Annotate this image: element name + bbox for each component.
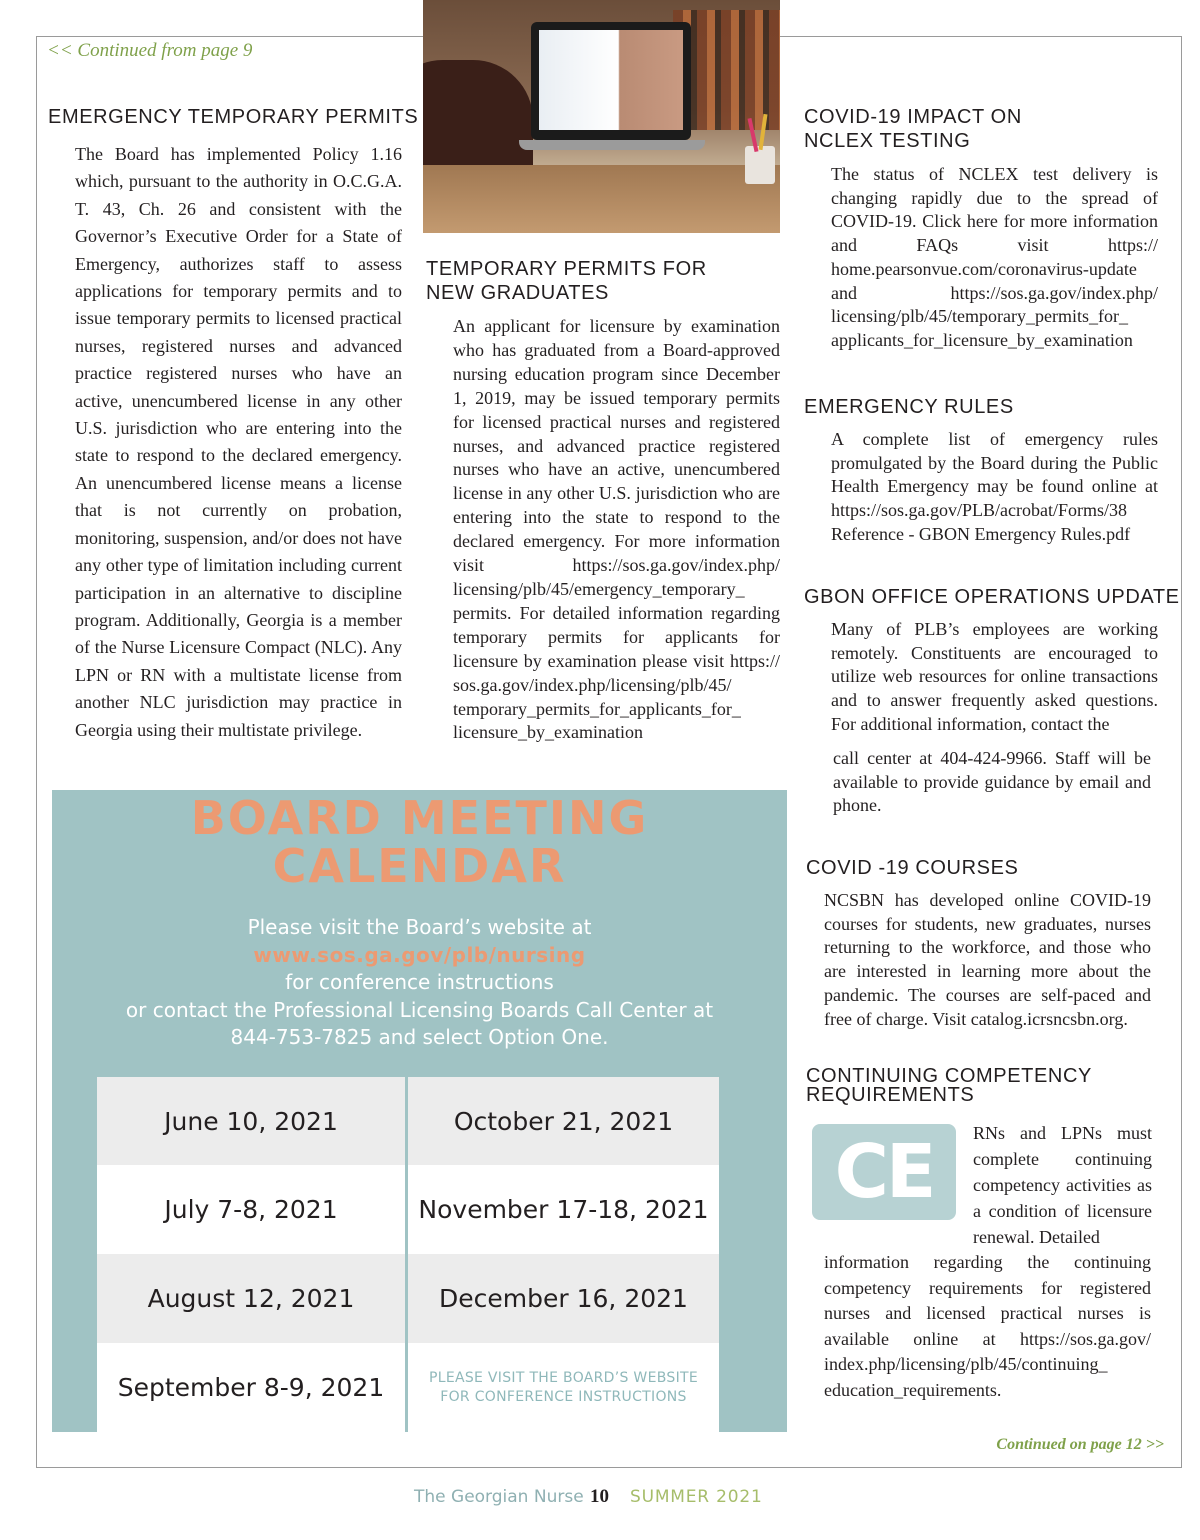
temp-permits-title-line1: TEMPORARY PERMITS FOR [426,258,707,280]
calendar-date-cell: December 16, 2021 [408,1254,719,1343]
calendar-title-line2: CALENDAR [272,839,567,893]
calendar-date-cell: June 10, 2021 [97,1077,408,1165]
covid-nclex-title [804,105,1022,153]
continuing-competency-body-wrap: RNs and LPNs must complete continuing competency activities as a condition of licensure renewal. Detailed [973,1123,1152,1247]
calendar-title [52,791,787,893]
publication-name: The Georgian Nurse [414,1487,584,1507]
teacher-video-call-photo [423,0,780,233]
laptop-base [519,140,705,150]
continuing-competency-body-rest: information regarding the continuing competency requirements for registered nurses and licensed practical nurses is available online at https://sos.ga.gov/ index.php/licensing/plb/45/continuing_ education_requirements. [824,1252,1151,1400]
calendar-website-note [408,1343,719,1432]
ce-logo-icon: CE [812,1124,956,1220]
covid-courses-body: NCSBN has developed online COVID-19 courses for students, new graduates, nurses returning to the workforce, and those who are interested in learning more about the pandemic. The courses are self-paced and free of charge. Visit catalog.icrsncsbn.org. [824,890,1151,1029]
temp-permits-grads-body: An applicant for licensure by examination who has graduated from a Board-approved nursing education program since December 1, 2019, may be issued temporary permits for licensed practical nurses and registered nurses, and advanced practice registered nurses who have an active, unencumbered license in any other U.S. jurisdiction who are entering into the state to respond to the declared emergency. For more information visit https://sos.ga.gov/index.php/ licensing/plb/45/emergency_temporary_ permits. For detailed information regarding temporary permits for applicants for licensure by examination please visit https:// sos.ga.gov/index.php/licensing/plb/45/ temporary_permits_for_applicants_for_ licensure_by_examination [453,316,780,743]
calendar-website-link[interactable]: www.sos.ga.gov/plb/nursing [253,942,586,967]
calendar-note-line2: FOR CONFERENCE INSTRUCTIONS [440,1388,687,1405]
calendar-date-cell: August 12, 2021 [97,1254,408,1343]
gbon-office-body-2: call center at 404-424-9966. Staff will be available to provide guidance by email and phone. [833,748,1151,816]
calendar-title-line1: BOARD MEETING [190,791,649,845]
gbon-office-body-1: Many of PLB’s employees are working remotely. Constituents are encouraged to utilize web resources for online transactions and to answer frequently asked questions. For additional information, contact the [831,619,1158,734]
temp-permits-grads-title [426,257,707,305]
table-surface [423,165,780,233]
pen-cup [745,146,775,184]
calendar-date-cell: November 17-18, 2021 [408,1165,719,1254]
emergency-rules-body: A complete list of emergency rules promulgated by the Board during the Public Health Emergency may be found online at https://sos.ga.gov/PLB/acrobat/Forms/38 Reference - GBON Emergency Rules.pdf [831,429,1158,544]
calendar-note-line1: PLEASE VISIT THE BOARD’S WEBSITE [428,1369,698,1386]
calendar-info-line1: Please visit the Board’s website at [247,915,592,939]
issue-season: SUMMER 2021 [630,1487,763,1507]
calendar-info-line4: 844-753-7825 and select Option One. [230,1025,609,1049]
calendar-dates-table [97,1077,719,1432]
cc-title-line1: CONTINUING COMPETENCY [806,1065,1092,1087]
calendar-date-cell: October 21, 2021 [408,1077,719,1165]
calendar-info [52,914,787,1052]
temp-permits-title-line2: NEW GRADUATES [426,282,609,304]
laptop-screen [539,30,683,130]
covid-nclex-title-line2: NCLEX TESTING [804,130,971,152]
emergency-rules-title: EMERGENCY RULES [804,396,1014,418]
cc-title-line2: REQUIREMENTS [806,1084,975,1106]
emergency-permits-body: The Board has implemented Policy 1.16 which, pursuant to the authority in O.C.G.A. T. 43, Ch. 26 and consistent with the Governor’s Executive Order for a State of Emergency, authorizes staff to assess applications for temporary permits and to issue temporary permits to licensed practical nurses, registered nurses and advanced practice registered nurses who have an active, unencumbered license in any other U.S. jurisdiction who are entering into the state to respond to the declared emergency. An unencumbered license means a license that is not currently on probation, monitoring, suspension, and/or does not have any other type of limitation including current participation in an alternative to discipline program. Additionally, Georgia is a member of the Nurse Licensure Compact (NLC). Any LPN or RN with a multistate license from another NLC jurisdiction may practice in Georgia using their multistate privilege. [75,144,402,740]
board-meeting-calendar [52,790,787,1432]
covid-nclex-title-line1: COVID-19 IMPACT ON [804,106,1022,128]
continuing-competency-title [806,1067,1092,1105]
covid-courses-title: COVID -19 COURSES [806,857,1019,879]
gbon-office-title: GBON OFFICE OPERATIONS UPDATE [804,586,1180,608]
covid-nclex-body: The status of NCLEX test delivery is changing rapidly due to the spread of COVID-19. Click here for more information and FAQs visit https:// home.pearsonvue.com/coronavirus-update and https://sos.ga.gov/index.php/ licensing/plb/45/temporary_permits_for_ applicants_for_licensure_by_examination [831,164,1158,350]
page-footer [0,1486,1200,1512]
emergency-permits-title: EMERGENCY TEMPORARY PERMITS [48,106,419,128]
page-number: 10 [590,1486,609,1507]
calendar-date-cell: September 8-9, 2021 [97,1343,408,1432]
calendar-date-cell: July 7-8, 2021 [97,1165,408,1254]
calendar-info-line3: or contact the Professional Licensing Boards Call Center at [125,997,714,1022]
calendar-info-line2: for conference instructions [285,970,554,994]
continued-to-link[interactable]: Continued on page 12 >> [996,1436,1164,1453]
continued-from-link[interactable]: << Continued from page 9 [47,40,253,61]
